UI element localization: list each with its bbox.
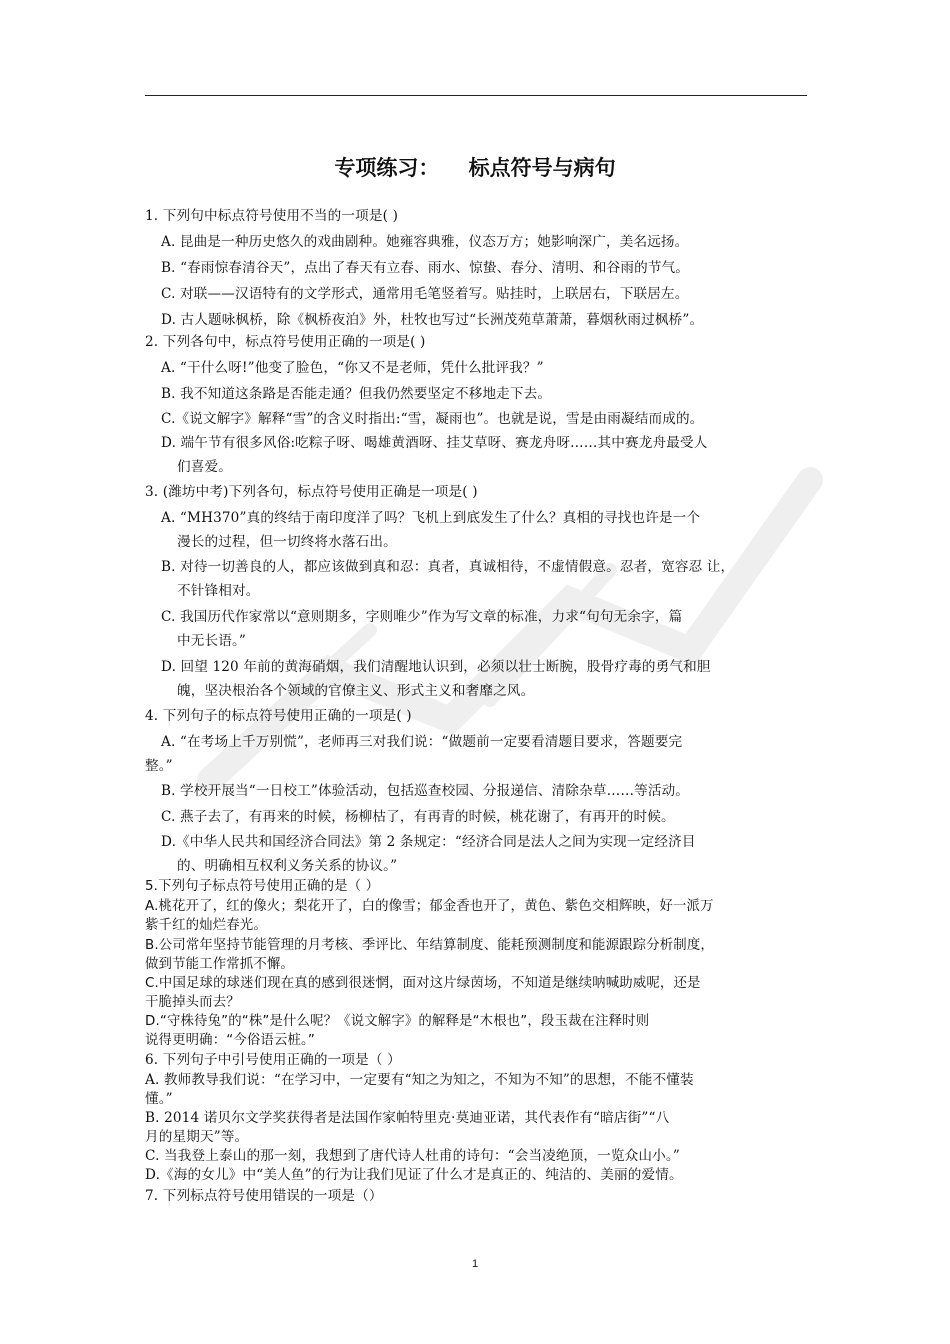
question-4-stem: 4. 下列句子的标点符号使用正确的一项是( ) [145, 708, 412, 724]
q4-option-c: C. 燕子去了，有再来的时候，杨柳枯了，有再青的时候，桃花谢了，有再开的时候。 [161, 809, 675, 825]
q5-option-c: C.中国足球的球迷们现在真的感到很迷惘，面对这片绿茵场，不知道是继续呐喊助威呢，还是 [145, 976, 701, 991]
q4-option-d-cont: 的、明确相互权利义务关系的协议。” [177, 858, 398, 874]
question-1-stem: 1. 下列句中标点符号使用不当的一项是( ) [145, 208, 399, 224]
q6-option-b-cont: 月的星期天”等。 [145, 1129, 249, 1145]
q6-option-b: B. 2014 诺贝尔文学奖获得者是法国作家帕特里克·莫迪亚诺，其代表作有“暗店街”“八 [145, 1110, 670, 1126]
question-2-stem: 2. 下列各句中，标点符号使用正确的一项是( ) [145, 334, 426, 350]
q5-option-a-cont: 紫千红的灿烂春光。 [145, 918, 267, 933]
q3-option-b-cont: 不针锋相对。 [177, 583, 260, 599]
q5-option-b-cont: 做到节能工作常抓不懈。 [145, 957, 294, 972]
q2-option-d-cont: 们喜爱。 [177, 459, 232, 475]
q4-option-b: B. 学校开展当“一日校工”体验活动，包括巡查校园、分报递信、清除杂草……等活动。 [161, 783, 690, 799]
q6-option-d: D.《海的女儿》中“美人鱼”的行为让我们见证了什么才是真正的、纯洁的、美丽的爱情。 [145, 1167, 683, 1183]
page-number: 1 [471, 1258, 479, 1270]
q3-option-a-cont: 漫长的过程，但一切终将水落石出。 [177, 534, 397, 550]
q5-option-c-cont: 干脆掉头而去？ [145, 995, 240, 1010]
question-3-stem: 3. (潍坊中考)下列各句，标点符号使用正确是一项是( ) [145, 484, 478, 500]
q2-option-b: B. 我不知道这条路是否能走通？但我仍然要坚定不移地走下去。 [161, 386, 552, 402]
q2-option-c: C.《说文解字》解释“雪”的含义时指出:“雪，凝雨也”。也就是说，雪是由雨凝结而成的。 [161, 411, 704, 427]
q5-option-b: B.公司常年坚持节能管理的月考核、季评比、年结算制度、能耗预测制度和能源跟踪分析制度， [145, 938, 714, 953]
q3-option-d-cont: 魄，坚决根治各个领域的官僚主义、形式主义和奢靡之风。 [177, 683, 535, 699]
q2-option-a: A. “干什么呀!”他变了脸色，“你又不是老师，凭什么批评我？” [161, 360, 544, 376]
question-6-stem: 6. 下列句子中引号使用正确的一项是（ ） [145, 1052, 401, 1068]
q2-option-d: D. 端午节有很多风俗:吃粽子呀、喝雄黄酒呀、挂艾草呀、赛龙舟呀……其中赛龙舟最受人 [161, 435, 708, 451]
question-5-stem: 5.下列句子标点符号使用正确的是（ ） [145, 879, 380, 894]
q1-option-d: D. 古人题咏枫桥，除《枫桥夜泊》外，杜牧也写过“长洲茂苑草萧萧，暮烟秋雨过枫桥”。 [161, 312, 704, 328]
q1-option-a: A. 昆曲是一种历史悠久的戏曲剧种。她雍容典雅，仪态万方；她影响深广，美名远扬。 [161, 234, 689, 250]
q4-option-a-cont: 整。” [145, 758, 173, 774]
q4-option-d: D.《中华人民共和国经济合同法》第 2 条规定：“经济合同是法人之间为实现一定经济目 [161, 834, 696, 850]
q3-option-c-cont: 中无长语。” [177, 633, 247, 649]
q6-option-a: A. 教师教导我们说：“在学习中，一定要有“知之为知之，不知为不知”的思想，不能不懂装 [145, 1072, 694, 1088]
q5-option-d-cont: 说得更明确：“今俗语云桩。” [145, 1033, 315, 1048]
q1-option-b: B. “春雨惊春清谷天”，点出了春天有立春、雨水、惊蛰、春分、清明、和谷雨的节气。 [161, 260, 690, 276]
header-rule [145, 95, 807, 96]
q5-option-a: A.桃花开了，红的像火；梨花开了，白的像雪；郁金香也开了，黄色、紫色交相辉映，好一派万 [145, 899, 714, 914]
q3-option-d: D. 回望 120 年前的黄海硝烟，我们清醒地认识到，必须以壮士断腕，股骨疗毒的勇气和胆 [161, 659, 711, 675]
q4-option-a: A. “在考场上千万别慌”，老师再三对我们说：“做题前一定要看清题目要求，答题要完 [161, 734, 683, 750]
q3-option-a: A. “MH370”真的终结于南印度洋了吗？飞机上到底发生了什么？真相的寻找也许是一个 [161, 510, 701, 526]
q5-option-d: D.“守株待兔”的“株”是什么呢？《说文解字》的解释是“木根也”，段玉裁在注释时则 [145, 1014, 650, 1029]
question-7-stem: 7. 下列标点符号使用错误的一项是（） [145, 1188, 383, 1204]
page-title: 专项练习： 标点符号与病句 [334, 156, 616, 180]
q3-option-c: C. 我国历代作家常以“意则期多，字则唯少”作为写文章的标准，力求“句句无余字，篇 [161, 609, 683, 625]
q1-option-c: C. 对联——汉语特有的文学形式，通常用毛笔竖着写。贴挂时，上联居右，下联居左。 [161, 286, 689, 302]
q6-option-a-cont: 懂。” [145, 1091, 173, 1107]
q6-option-c: C. 当我登上泰山的那一刻，我想到了唐代诗人杜甫的诗句：“会当凌绝顶，一览众山小。” [145, 1148, 680, 1164]
q3-option-b: B. 对待一切善良的人，都应该做到真和忍：真者，真诚相待，不虚情假意。忍者，宽容忍 让， [161, 559, 735, 575]
